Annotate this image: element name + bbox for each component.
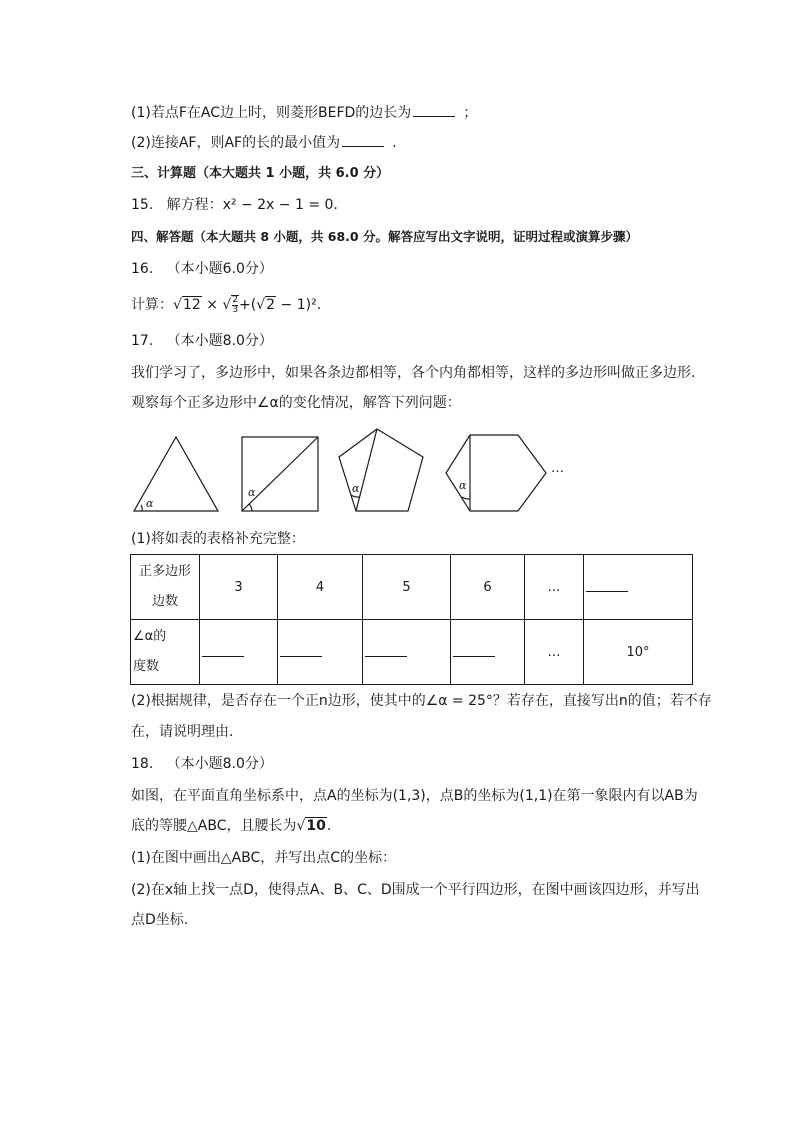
q17-intro-2: 观察每个正多边形中∠α的变化情况，解答下列问题：	[131, 395, 461, 411]
fraction: $\frac{2}{3}$	[232, 295, 239, 315]
table-header-cell: 正多边形 边数	[131, 555, 200, 620]
q18-part1: (1)在图中画出△ABC，并写出点C的坐标：	[131, 850, 397, 866]
section-heading: 三、计算题（本大题共 1 小题，共 6.0 分）	[131, 166, 390, 181]
alpha-label: α	[352, 482, 360, 495]
table-cell-blank[interactable]	[451, 620, 525, 685]
table-cell: 10°	[584, 620, 693, 685]
polygons-figure	[128, 425, 578, 517]
q16-expression: 计算：√12 × √ $\frac{2}{3}$ +(√2 − 1)².	[131, 295, 322, 315]
answer-blank[interactable]	[342, 134, 384, 147]
table-cell: 3	[200, 555, 278, 620]
hexagon-shape	[446, 435, 546, 511]
alpha-label: α	[248, 486, 256, 499]
pentagon-shape	[339, 429, 423, 511]
q18-intro-1: 如图，在平面直角坐标系中，点A的坐标为(1,3)，点B的坐标为(1,1)在第一象限内有以AB为	[131, 788, 698, 804]
table-cell: …	[525, 555, 584, 620]
q18-intro-2: 底的等腰△ABC，且腰长为√10.	[131, 818, 332, 834]
table-row	[131, 555, 693, 620]
table-cell-blank[interactable]	[278, 620, 363, 685]
q14-part2: (2)连接AF，则AF的长的最小值为 .	[131, 135, 397, 151]
table-cell: …	[525, 620, 584, 685]
table-cell-blank[interactable]	[363, 620, 451, 685]
table-row	[131, 620, 693, 685]
table-cell-blank[interactable]	[200, 620, 278, 685]
table-cell-blank[interactable]	[584, 555, 693, 620]
alpha-label: α	[459, 479, 467, 492]
q17-intro-1: 我们学习了，多边形中，如果各条边都相等，各个内角都相等，这样的多边形叫做正多边形.	[131, 365, 696, 381]
polygon-table	[130, 554, 693, 685]
q16-header: 16. （本小题6.0分）	[131, 261, 273, 277]
ellipsis: …	[551, 461, 564, 476]
table-cell: 5	[363, 555, 451, 620]
table-header-cell: ∠α的 度数	[131, 620, 200, 685]
q17-part2-b: 在，请说明理由.	[131, 724, 234, 740]
section-heading: 四、解答题（本大题共 8 小题，共 68.0 分。解答应写出文字说明，证明过程或演算步骤）	[131, 229, 638, 244]
q17-part2-a: (2)根据规律，是否存在一个正n边形，使其中的∠α = 25°？若存在，直接写出n的值；若不存	[131, 693, 712, 709]
q18-header: 18. （本小题8.0分）	[131, 756, 273, 772]
table-cell: 6	[451, 555, 525, 620]
table-cell: 4	[278, 555, 363, 620]
q15: 15. 解方程：x² − 2x − 1 = 0.	[131, 197, 338, 213]
q18-part2-b: 点D坐标.	[131, 912, 189, 928]
q14-part1: (1)若点F在AC边上时，则菱形BEFD的边长为 ；	[131, 105, 478, 121]
answer-blank[interactable]	[413, 104, 455, 117]
q17-header: 17. （本小题8.0分）	[131, 333, 273, 349]
q18-part2-a: (2)在x轴上找一点D，使得点A、B、C、D围成一个平行四边形，在图中画该四边形，并写出	[131, 882, 700, 898]
alpha-label: α	[146, 497, 154, 510]
q17-part1: (1)将如表的表格补充完整：	[131, 531, 305, 547]
